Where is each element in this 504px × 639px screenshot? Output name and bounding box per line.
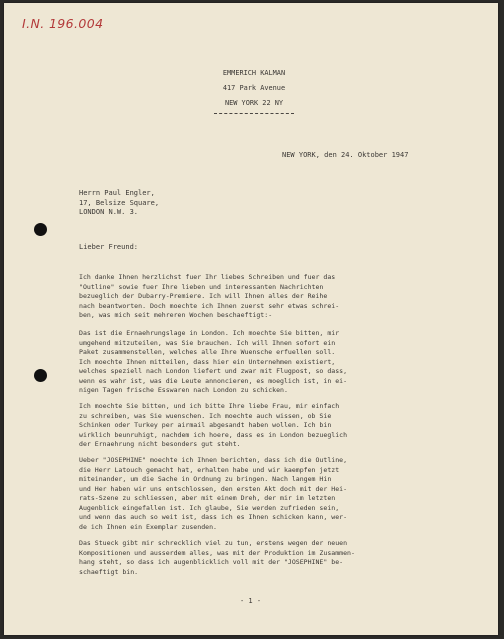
text-line: Ueber "JOSEPHINE" moechte ich Ihnen berichten, dass ich die Outline, [79, 456, 348, 464]
punch-hole [34, 223, 47, 236]
letterhead-city: NEW YORK 22 NY [224, 99, 284, 107]
text-line: Das ist die Ernaehrungslage in London. Ich moechte Sie bitten, mir [79, 329, 340, 337]
text-line: schaeftigt bin. [79, 567, 139, 576]
letterhead-name: EMMERICH KALMAN [222, 69, 286, 77]
text-line: wenn es wahr ist, was die Leute annoncieren, es moeglich ist, in ei- [79, 376, 348, 385]
punch-hole [34, 369, 47, 382]
text-line: welches speziell nach London liefert und zwar mit Flugpost, so dass, [79, 367, 348, 375]
text-line: umgehend mitzuteilen, was Sie brauchen. Ich will Ihnen sofort ein [79, 338, 336, 347]
text-line: Schinken oder Turkey per airmail abgesandt haben wollen. Ich bin [79, 421, 332, 429]
paragraph-5 [79, 539, 474, 577]
greeting: Lieber Freund: [79, 243, 139, 251]
archive-stamp: I.N. 196.004 [22, 16, 104, 31]
letterhead [154, 66, 354, 114]
text-line: nach beantworten. Doch moechte ich Ihnen zuerst sehr etwas schrei- [79, 301, 340, 310]
text-line: Kompositionen und ausserdem alles, was mit der Produktion im Zusammen- [79, 548, 355, 557]
paragraph-4 [79, 456, 474, 532]
text-line: ben, was mich seit mehreren Wochen beschaeftigt:- [79, 311, 273, 319]
paragraph-1 [79, 273, 474, 321]
text-line: Ich moechte Ihnen mitteilen, dass hier ein Unternehmen existiert, [79, 357, 336, 366]
address-line: 17, Belsize Square, [79, 198, 160, 207]
recipient-address [79, 189, 159, 218]
text-line: Paket zusammenstellen, welches alle Ihre Wuensche erfuellen soll. [79, 348, 336, 356]
address-line: Herrn Paul Engler, [79, 189, 155, 197]
paragraph-3 [79, 402, 474, 450]
text-line: nigen Tagen frische Esswaren nach London zu schicken. [79, 386, 288, 394]
text-line: rats-Szene zu schliessen, aber mit einem Dreh, der mir im letzten [79, 494, 336, 502]
letter-date: NEW YORK, den 24. Oktober 1947 [282, 151, 409, 159]
letterhead-street: 417 Park Avenue [222, 84, 286, 92]
text-line: wirklich beunruhigt, nachdem ich hoere, dass es in London bezueglich [79, 430, 348, 439]
page-number: - 1 - [240, 597, 262, 605]
letterhead-rule [214, 113, 294, 114]
text-line: und wenn das auch so weit ist, dass ich es Ihnen schicken kann, wer- [79, 513, 348, 521]
text-line: Das Stueck gibt mir schrecklich viel zu tun, erstens wegen der neuen [79, 539, 348, 547]
address-line: LONDON N.W. 3. [79, 208, 139, 217]
text-line: die Herr Latouch gemacht hat, erhalten habe und wir kaempfen jetzt [79, 465, 340, 474]
text-line: "Outline" sowie fuer Ihre lieben und interessanten Nachrichten [79, 282, 324, 291]
text-line: miteinander, um die Sache in Ordnung zu bringen. Nach langem Hin [79, 475, 332, 483]
text-line: zu schreiben, was Sie wuenschen. Ich moechte auch wissen, ob Sie [79, 411, 332, 420]
text-line: Ich moechte Sie bitten, und ich bitte Ihre liebe Frau, mir einfach [79, 402, 340, 410]
text-line: de ich Ihnen ein Exemplar zusenden. [79, 522, 217, 531]
text-line: Ich danke Ihnen herzlichst fuer Ihr liebes Schreiben und fuer das [79, 273, 336, 281]
text-line: bezueglich der Dubarry-Premiere. Ich will Ihnen alles der Reihe [79, 292, 328, 300]
letter-page [4, 3, 498, 635]
paragraph-2 [79, 329, 474, 396]
text-line: Augenblick eingefallen ist. Ich glaube, Sie werden zufrieden sein, [79, 503, 340, 512]
text-line: der Ernaehrung nicht besonders gut steht. [79, 440, 241, 448]
text-line: und Her haben wir uns entschlossen, den ersten Akt doch mit der Hei- [79, 484, 348, 493]
text-line: hang steht, so dass ich augenblicklich voll mit der "JOSEPHINE" be- [79, 558, 344, 566]
